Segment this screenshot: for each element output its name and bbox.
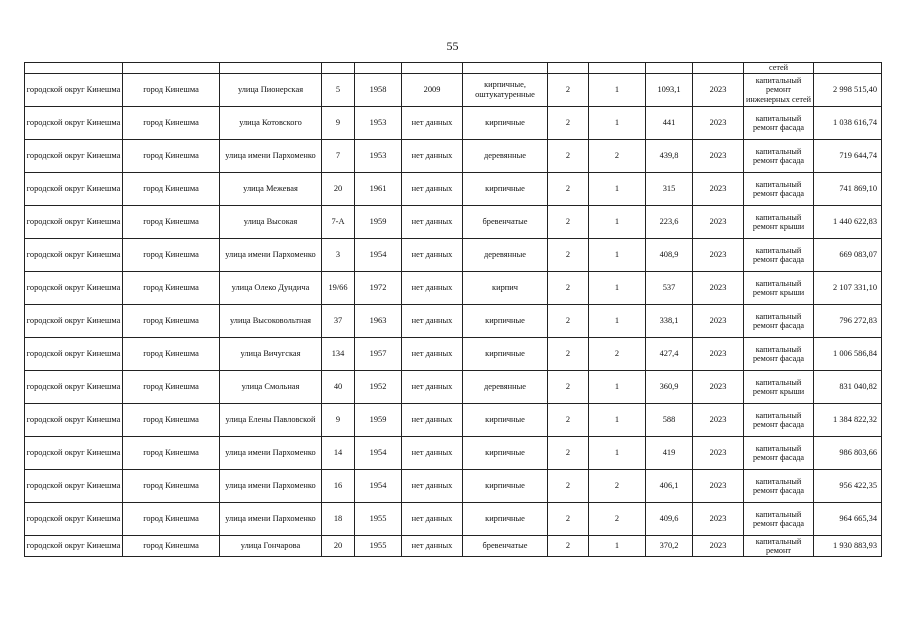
street-cell: улица Гончарова (220, 536, 322, 557)
city-cell: город Кинешма (123, 371, 220, 404)
city-cell: город Кинешма (123, 338, 220, 371)
street-cell: улица Котовского (220, 107, 322, 140)
table-row (25, 173, 882, 206)
cost-cell: 986 803,66 (814, 437, 882, 470)
work-type-cell: капитальный ремонт фасада (744, 140, 814, 173)
house-number-cell: 9 (322, 107, 355, 140)
cost-cell: 1 006 586,84 (814, 338, 882, 371)
district-cell: городской округ Кинешма (25, 305, 123, 338)
cost-cell: 1 930 883,93 (814, 536, 882, 557)
district-cell: городской округ Кинешма (25, 173, 123, 206)
year-repair-cell: нет данных (402, 338, 463, 371)
city-cell: город Кинешма (123, 140, 220, 173)
area-cell: 370,2 (646, 536, 693, 557)
year-repair-cell: нет данных (402, 437, 463, 470)
street-cell: улица Елены Павловской (220, 404, 322, 437)
table-row (25, 470, 882, 503)
entrances-cell: 1 (589, 272, 646, 305)
district-cell: городской округ Кинешма (25, 140, 123, 173)
district-cell: городской округ Кинешма (25, 206, 123, 239)
area-cell: 315 (646, 173, 693, 206)
entrances-cell: 1 (589, 371, 646, 404)
year-repair-cell: нет данных (402, 404, 463, 437)
area-cell: 537 (646, 272, 693, 305)
table-row (25, 206, 882, 239)
street-cell: улица имени Пархоменко (220, 503, 322, 536)
year-built-cell: 1953 (355, 140, 402, 173)
year-repair-cell: нет данных (402, 239, 463, 272)
plan-year-cell: 2023 (693, 404, 744, 437)
work-type-cell: капитальный ремонт фасада (744, 470, 814, 503)
wall-material-cell: кирпичные, оштукатуренные (463, 74, 548, 107)
table-row (25, 371, 882, 404)
house-number-cell: 20 (322, 536, 355, 557)
entrances-cell: 1 (589, 437, 646, 470)
floors-cell: 2 (548, 107, 589, 140)
entrances-cell: 1 (589, 536, 646, 557)
cost-cell: 964 665,34 (814, 503, 882, 536)
wall-material-cell: бревенчатые (463, 536, 548, 557)
plan-year-cell: 2023 (693, 305, 744, 338)
house-number-cell: 37 (322, 305, 355, 338)
year-repair-cell: нет данных (402, 536, 463, 557)
entrances-cell: 1 (589, 404, 646, 437)
year-built-cell: 1958 (355, 74, 402, 107)
table-row (25, 74, 882, 107)
entrances-cell: 2 (589, 503, 646, 536)
city-cell: город Кинешма (123, 305, 220, 338)
area-cell: 408,9 (646, 239, 693, 272)
plan-year-cell: 2023 (693, 239, 744, 272)
year-built-cell: 1954 (355, 470, 402, 503)
house-number-cell: 18 (322, 503, 355, 536)
cost-cell: 1 440 622,83 (814, 206, 882, 239)
housing-repair-table (24, 62, 882, 557)
district-cell: городской округ Кинешма (25, 272, 123, 305)
street-cell: улица Высоковольтная (220, 305, 322, 338)
street-cell: улица Межевая (220, 173, 322, 206)
table-row (25, 239, 882, 272)
area-cell: 441 (646, 107, 693, 140)
district-cell: городской округ Кинешма (25, 239, 123, 272)
table-row (25, 536, 882, 557)
street-cell: улица имени Пархоменко (220, 470, 322, 503)
plan-year-cell: 2023 (693, 371, 744, 404)
street-cell: улица Высокая (220, 206, 322, 239)
wall-material-cell: деревянные (463, 140, 548, 173)
work-type-cell: капитальный ремонт фасада (744, 173, 814, 206)
year-built-cell: 1955 (355, 503, 402, 536)
wall-material-cell: кирпичные (463, 305, 548, 338)
page-number: 55 (446, 39, 459, 53)
work-type-cell: капитальный ремонт фасада (744, 338, 814, 371)
city-cell: город Кинешма (123, 272, 220, 305)
floors-cell: 2 (548, 503, 589, 536)
floors-cell: 2 (548, 272, 589, 305)
city-cell: город Кинешма (123, 470, 220, 503)
area-cell: 439,8 (646, 140, 693, 173)
cost-cell: 831 040,82 (814, 371, 882, 404)
wall-material-cell: кирпич (463, 272, 548, 305)
floors-cell: 2 (548, 140, 589, 173)
city-cell: город Кинешма (123, 536, 220, 557)
house-number-cell: 3 (322, 239, 355, 272)
area-cell: 427,4 (646, 338, 693, 371)
year-built-cell: 1955 (355, 536, 402, 557)
wall-material-cell: кирпичные (463, 404, 548, 437)
plan-year-cell: 2023 (693, 107, 744, 140)
work-type-cell: капитальный ремонт фасада (744, 437, 814, 470)
district-cell: городской округ Кинешма (25, 437, 123, 470)
city-cell: город Кинешма (123, 74, 220, 107)
floors-cell: 2 (548, 536, 589, 557)
year-repair-cell: нет данных (402, 503, 463, 536)
year-built-cell: 1959 (355, 206, 402, 239)
city-cell: город Кинешма (123, 173, 220, 206)
year-repair-cell: нет данных (402, 470, 463, 503)
year-built-cell: 1953 (355, 107, 402, 140)
city-cell: город Кинешма (123, 437, 220, 470)
cost-cell: 796 272,83 (814, 305, 882, 338)
year-built-cell: 1952 (355, 371, 402, 404)
house-number-cell: 14 (322, 437, 355, 470)
work-type-cell: капитальный ремонт (744, 536, 814, 557)
floors-cell: 2 (548, 338, 589, 371)
house-number-cell: 7-А (322, 206, 355, 239)
area-cell: 419 (646, 437, 693, 470)
entrances-cell: 2 (589, 338, 646, 371)
house-number-cell: 40 (322, 371, 355, 404)
floors-cell: 2 (548, 470, 589, 503)
work-type-cell: капитальный ремонт фасада (744, 239, 814, 272)
wall-material-cell: кирпичные (463, 107, 548, 140)
plan-year-cell: 2023 (693, 470, 744, 503)
table-row (25, 107, 882, 140)
year-built-cell: 1959 (355, 404, 402, 437)
wall-material-cell: деревянные (463, 371, 548, 404)
table-row (25, 437, 882, 470)
plan-year-cell: 2023 (693, 437, 744, 470)
entrances-cell: 1 (589, 206, 646, 239)
year-built-cell: 1972 (355, 272, 402, 305)
year-repair-cell: 2009 (402, 74, 463, 107)
work-type-cell: капитальный ремонт фасада (744, 503, 814, 536)
house-number-cell: 16 (322, 470, 355, 503)
city-cell: город Кинешма (123, 107, 220, 140)
street-cell: улица Смольная (220, 371, 322, 404)
floors-cell: 2 (548, 371, 589, 404)
year-built-cell: 1961 (355, 173, 402, 206)
table-row (25, 305, 882, 338)
entrances-cell: 1 (589, 305, 646, 338)
plan-year-cell: 2023 (693, 338, 744, 371)
continuation-row (25, 63, 882, 74)
district-cell: городской округ Кинешма (25, 470, 123, 503)
work-type-cell: капитальный ремонт крыши (744, 206, 814, 239)
area-cell: 338,1 (646, 305, 693, 338)
table-row (25, 503, 882, 536)
district-cell: городской округ Кинешма (25, 371, 123, 404)
house-number-cell: 20 (322, 173, 355, 206)
street-cell: улица Вичугская (220, 338, 322, 371)
cost-cell: 741 869,10 (814, 173, 882, 206)
floors-cell: 2 (548, 404, 589, 437)
plan-year-cell: 2023 (693, 536, 744, 557)
plan-year-cell: 2023 (693, 74, 744, 107)
district-cell: городской округ Кинешма (25, 536, 123, 557)
entrances-cell: 1 (589, 239, 646, 272)
wall-material-cell: бревенчатые (463, 206, 548, 239)
city-cell: город Кинешма (123, 239, 220, 272)
work-type-cell: капитальный ремонт фасада (744, 305, 814, 338)
year-repair-cell: нет данных (402, 305, 463, 338)
city-cell: город Кинешма (123, 404, 220, 437)
cost-cell: 1 038 616,74 (814, 107, 882, 140)
cost-cell: 1 384 822,32 (814, 404, 882, 437)
floors-cell: 2 (548, 239, 589, 272)
year-repair-cell: нет данных (402, 140, 463, 173)
cost-cell: 2 998 515,40 (814, 74, 882, 107)
wall-material-cell: деревянные (463, 239, 548, 272)
work-type-cell: капитальный ремонт фасада (744, 107, 814, 140)
plan-year-cell: 2023 (693, 173, 744, 206)
entrances-cell: 2 (589, 140, 646, 173)
floors-cell: 2 (548, 206, 589, 239)
entrances-cell: 1 (589, 74, 646, 107)
floors-cell: 2 (548, 74, 589, 107)
wall-material-cell: кирпичные (463, 470, 548, 503)
plan-year-cell: 2023 (693, 140, 744, 173)
street-cell: улица имени Пархоменко (220, 239, 322, 272)
year-built-cell: 1957 (355, 338, 402, 371)
area-cell: 406,1 (646, 470, 693, 503)
entrances-cell: 1 (589, 173, 646, 206)
house-number-cell: 9 (322, 404, 355, 437)
district-cell: городской округ Кинешма (25, 107, 123, 140)
year-repair-cell: нет данных (402, 173, 463, 206)
year-built-cell: 1954 (355, 239, 402, 272)
area-cell: 1093,1 (646, 74, 693, 107)
wall-material-cell: кирпичные (463, 173, 548, 206)
house-number-cell: 134 (322, 338, 355, 371)
wall-material-cell: кирпичные (463, 437, 548, 470)
city-cell: город Кинешма (123, 206, 220, 239)
year-repair-cell: нет данных (402, 272, 463, 305)
area-cell: 409,6 (646, 503, 693, 536)
street-cell: улица имени Пархоменко (220, 437, 322, 470)
floors-cell: 2 (548, 305, 589, 338)
cost-cell: 669 083,07 (814, 239, 882, 272)
house-number-cell: 19/66 (322, 272, 355, 305)
year-repair-cell: нет данных (402, 107, 463, 140)
plan-year-cell: 2023 (693, 272, 744, 305)
cost-cell: 719 644,74 (814, 140, 882, 173)
year-repair-cell: нет данных (402, 206, 463, 239)
entrances-cell: 2 (589, 470, 646, 503)
street-cell: улица имени Пархоменко (220, 140, 322, 173)
cost-cell: 956 422,35 (814, 470, 882, 503)
district-cell: городской округ Кинешма (25, 503, 123, 536)
street-cell: улица Олеко Дундича (220, 272, 322, 305)
year-built-cell: 1954 (355, 437, 402, 470)
work-type-cell: сетей (744, 63, 814, 74)
work-type-cell: капитальный ремонт фасада (744, 404, 814, 437)
area-cell: 223,6 (646, 206, 693, 239)
area-cell: 360,9 (646, 371, 693, 404)
district-cell: городской округ Кинешма (25, 74, 123, 107)
work-type-cell: капитальный ремонт крыши (744, 371, 814, 404)
wall-material-cell: кирпичные (463, 503, 548, 536)
plan-year-cell: 2023 (693, 206, 744, 239)
entrances-cell: 1 (589, 107, 646, 140)
work-type-cell: капитальный ремонт инженерных сетей (744, 74, 814, 107)
street-cell: улица Пионерская (220, 74, 322, 107)
district-cell: городской округ Кинешма (25, 338, 123, 371)
table-row (25, 140, 882, 173)
area-cell: 588 (646, 404, 693, 437)
plan-year-cell: 2023 (693, 503, 744, 536)
year-repair-cell: нет данных (402, 371, 463, 404)
district-cell: городской округ Кинешма (25, 404, 123, 437)
floors-cell: 2 (548, 437, 589, 470)
wall-material-cell: кирпичные (463, 338, 548, 371)
house-number-cell: 5 (322, 74, 355, 107)
work-type-cell: капитальный ремонт крыши (744, 272, 814, 305)
cost-cell: 2 107 331,10 (814, 272, 882, 305)
city-cell: город Кинешма (123, 503, 220, 536)
table-row (25, 404, 882, 437)
table-row (25, 338, 882, 371)
floors-cell: 2 (548, 173, 589, 206)
year-built-cell: 1963 (355, 305, 402, 338)
table-row (25, 272, 882, 305)
house-number-cell: 7 (322, 140, 355, 173)
